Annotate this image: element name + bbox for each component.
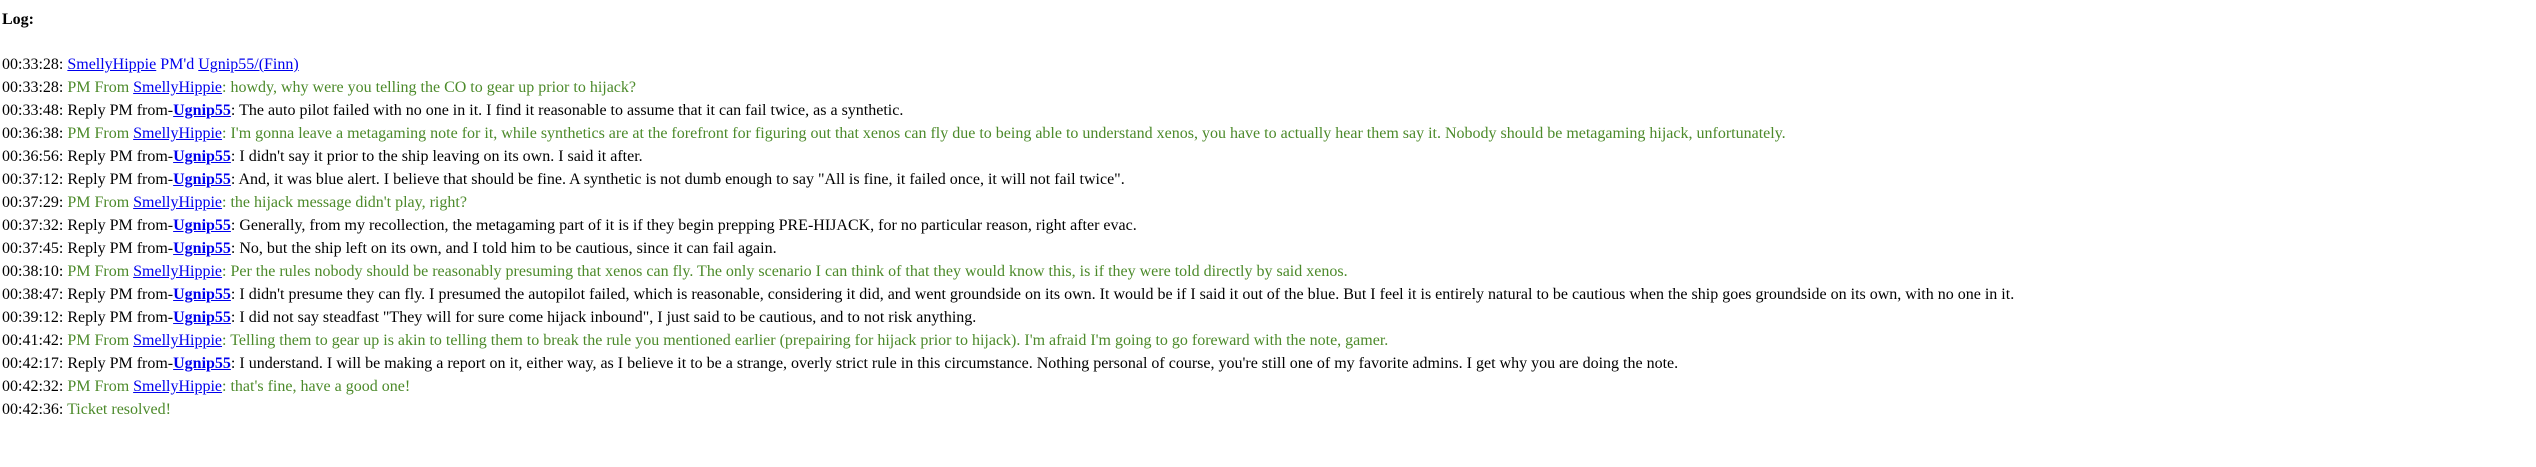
message-text: : And, it was blue alert. I believe that should be fine. A synthetic is not dumb enough to say "All is fine, it failed once, it will not fail twice". xyxy=(230,171,1125,188)
sender-link[interactable]: SmellyHippie xyxy=(133,378,223,395)
pm-prefix: PM From xyxy=(67,79,134,96)
timestamp: 00:33:28: xyxy=(2,56,64,73)
log-lines xyxy=(2,53,2536,421)
message-text: : I didn't say it prior to the ship leaving on its own. I said it after. xyxy=(230,148,643,165)
log-entry xyxy=(2,191,2536,214)
sender-link[interactable]: SmellyHippie xyxy=(133,332,223,349)
sender-link[interactable]: SmellyHippie xyxy=(133,125,223,142)
timestamp: 00:37:45: xyxy=(2,240,64,257)
timestamp: 00:42:32: xyxy=(2,378,64,395)
message-text: : Generally, from my recollection, the metagaming part of it is if they begin prepping PRE-HIJACK, for no particular reason, right after evac. xyxy=(230,217,1137,234)
sender-link[interactable]: Ugnip55 xyxy=(173,286,231,303)
log-entry xyxy=(2,214,2536,237)
log-entry xyxy=(2,76,2536,99)
log-entry xyxy=(2,398,2536,421)
timestamp: 00:33:28: xyxy=(2,79,64,96)
sender-link[interactable]: SmellyHippie xyxy=(133,194,223,211)
log-entry xyxy=(2,145,2536,168)
message-text: : I'm gonna leave a metagaming note for it, while synthetics are at the forefront for figuring out that xenos can fly due to being able to understand xenos, you have to actually hear them say it. Nobody should be metagaming hijack, unfortunately. xyxy=(222,125,1786,142)
resolved-text: Ticket resolved! xyxy=(67,401,171,418)
message-text: : howdy, why were you telling the CO to gear up prior to hijack? xyxy=(222,79,637,96)
reply-prefix: Reply PM from- xyxy=(67,217,174,234)
timestamp: 00:38:10: xyxy=(2,263,64,280)
timestamp: 00:36:56: xyxy=(2,148,64,165)
log-entry xyxy=(2,168,2536,191)
sender-link[interactable]: Ugnip55 xyxy=(173,217,231,234)
sender-link[interactable]: SmellyHippie xyxy=(67,56,157,73)
message-text: : I understand. I will be making a report on it, either way, as I believe it to be a strange, overly strict rule in this circumstance. Nothing personal of course, you're still one of my favorite admins. I get why you are doing the note. xyxy=(230,355,1679,372)
sender-link[interactable]: SmellyHippie xyxy=(133,263,223,280)
reply-prefix: Reply PM from- xyxy=(67,286,174,303)
timestamp: 00:37:12: xyxy=(2,171,64,188)
reply-prefix: Reply PM from- xyxy=(67,148,174,165)
timestamp: 00:37:29: xyxy=(2,194,64,211)
message-text: : I did not say steadfast "They will for sure come hijack inbound", I just said to be cautious, and to not risk anything. xyxy=(230,309,977,326)
log-entry xyxy=(2,352,2536,375)
log-entry xyxy=(2,122,2536,145)
message-text: : I didn't presume they can fly. I presumed the autopilot failed, which is reasonable, considering it did, and went groundside on its own. It would be if I said it out of the blue. But I feel it is entirely natural to be cautious when the ship goes groundside on its own, with no one in it. xyxy=(230,286,2015,303)
log-entry xyxy=(2,375,2536,398)
sender-link[interactable]: Ugnip55 xyxy=(173,355,231,372)
pm-prefix: PM From xyxy=(67,194,134,211)
message-text: : that's fine, have a good one! xyxy=(222,378,411,395)
pm-prefix: PM From xyxy=(67,332,134,349)
reply-prefix: Reply PM from- xyxy=(67,102,174,119)
timestamp: 00:37:32: xyxy=(2,217,64,234)
pm-label: PM'd xyxy=(156,56,199,73)
recipient-link[interactable]: Ugnip55/(Finn) xyxy=(198,56,299,73)
log-entry xyxy=(2,237,2536,260)
sender-link[interactable]: SmellyHippie xyxy=(133,79,223,96)
message-text: : No, but the ship left on its own, and I told him to be cautious, since it can fail again. xyxy=(230,240,777,257)
timestamp: 00:33:48: xyxy=(2,102,64,119)
reply-prefix: Reply PM from- xyxy=(67,355,174,372)
sender-link[interactable]: Ugnip55 xyxy=(173,240,231,257)
pm-prefix: PM From xyxy=(67,125,134,142)
reply-prefix: Reply PM from- xyxy=(67,240,174,257)
timestamp: 00:38:47: xyxy=(2,286,64,303)
log-entry xyxy=(2,283,2536,306)
timestamp: 00:41:42: xyxy=(2,332,64,349)
message-text: : Telling them to gear up is akin to telling them to break the rule you mentioned earlier (prepairing for hijack prior to hijack). I'm afraid I'm going to go foreward with the note, gamer. xyxy=(222,332,1389,349)
reply-prefix: Reply PM from- xyxy=(67,309,174,326)
log-entry xyxy=(2,99,2536,122)
reply-prefix: Reply PM from- xyxy=(67,171,174,188)
pm-prefix: PM From xyxy=(67,378,134,395)
log-title: Log: xyxy=(2,11,34,28)
message-text: : Per the rules nobody should be reasonably presuming that xenos can fly. The only scenario I can think of that they would know this, is if they were told directly by said xenos. xyxy=(222,263,1348,280)
log-entry xyxy=(2,260,2536,283)
log-entry xyxy=(2,329,2536,352)
message-text: : The auto pilot failed with no one in it. I find it reasonable to assume that it can fail twice, as a synthetic. xyxy=(230,102,904,119)
log-entry xyxy=(2,306,2536,329)
timestamp: 00:42:36: xyxy=(2,401,64,418)
message-text: : the hijack message didn't play, right? xyxy=(222,194,467,211)
sender-link[interactable]: Ugnip55 xyxy=(173,148,231,165)
log-entry xyxy=(2,53,2536,76)
sender-link[interactable]: Ugnip55 xyxy=(173,102,231,119)
timestamp: 00:39:12: xyxy=(2,309,64,326)
sender-link[interactable]: Ugnip55 xyxy=(173,309,231,326)
timestamp: 00:36:38: xyxy=(2,125,64,142)
timestamp: 00:42:17: xyxy=(2,355,64,372)
pm-prefix: PM From xyxy=(67,263,134,280)
sender-link[interactable]: Ugnip55 xyxy=(173,171,231,188)
